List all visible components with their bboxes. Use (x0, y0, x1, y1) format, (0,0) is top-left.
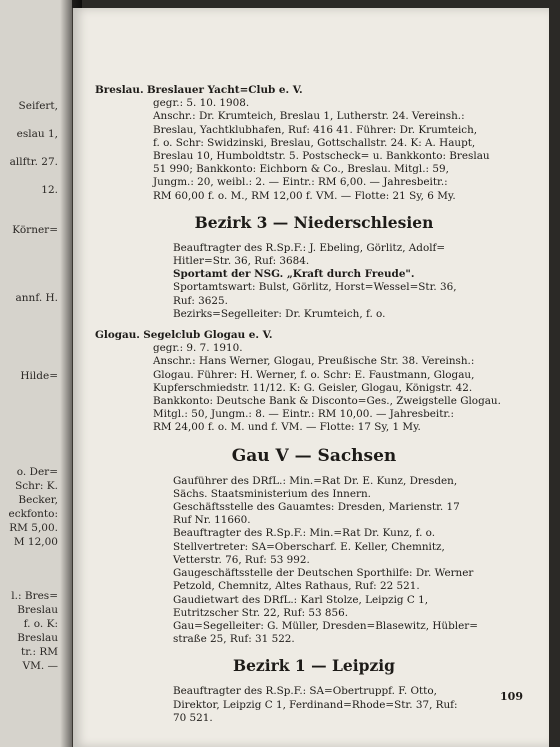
left-page-fragment: RM 5,00. (9, 522, 58, 534)
left-page-fragment: annf. H. (15, 292, 58, 304)
section-bezirk-1 (95, 685, 533, 725)
section-line: Bezirks=Segelleiter: Dr. Krumteich, f. o. (173, 307, 386, 320)
club-entry-breslau (95, 84, 533, 203)
club-entry-glogau (95, 329, 533, 435)
entry-founded: gegr.: 9. 7. 1910. (153, 342, 243, 355)
section-heading-bezirk-1: Bezirk 1 — Leipzig (232, 656, 396, 676)
left-page-fragment: Körner= (12, 224, 58, 236)
section-line: 70 521. (173, 711, 213, 724)
entry-line: Mitgl.: 50, Jungm.: 8. — Eintr.: RM 10,00. — Jahresbeitr.: (153, 408, 455, 421)
section-line: Hitler=Str. 36, Ruf: 3684. (173, 255, 310, 268)
section-line: Beauftragter des R.Sp.F.: J. Ebeling, Görlitz, Adolf= (173, 241, 446, 254)
entry-line: RM 24,00 f. o. M. und f. VM. — Flotte: 17 Sy, 1 My. (153, 421, 421, 434)
page-number: 109 (500, 690, 523, 703)
entry-club-name: Breslauer Yacht=Club e. V. (146, 84, 303, 96)
entry-line: Bankkonto: Deutsche Bank & Disconto=Ges., Zweigstelle Glogau. (153, 395, 501, 408)
entry-club-name: Segelclub Glogau e. V. (143, 329, 273, 342)
entry-line: Breslau, Yachtklubhafen, Ruf: 416 41. Führer: Dr. Krumteich, (153, 123, 478, 136)
left-page-fragment: 12. (41, 184, 58, 196)
entry-line: Kupferschmiedstr. 11/12. K: G. Geisler, Glogau, Königstr. 42. (153, 381, 473, 394)
section-line: Geschäftsstelle des Gauamtes: Dresden, Marienstr. 17 (173, 501, 460, 514)
left-page-fragment: o. Der= (16, 466, 58, 478)
section-line: Gauführer des DRfL.: Min.=Rat Dr. E. Kunz, Dresden, (173, 474, 458, 487)
entry-line: RM 60,00 f. o. M., RM 12,00 f. VM. — Flotte: 21 Sy, 6 My. (153, 189, 456, 202)
section-line: Beauftragter des R.Sp.F.: Min.=Rat Dr. Kunz, f. o. (173, 527, 436, 540)
right-page (72, 8, 549, 747)
entry-line: Jungm.: 20, weibl.: 2. — Eintr.: RM 6,00. — Jahresbeitr.: (153, 176, 448, 189)
entry-place: Glogau. (95, 329, 140, 342)
page-content (95, 84, 533, 725)
left-page-fragment: Seifert, (18, 100, 58, 112)
section-line: Direktor, Leipzig C 1, Ferdinand=Rhode=Str. 37, Ruf: (173, 698, 458, 711)
left-page-fragment: allftr. 27. (9, 156, 58, 168)
entry-line: Breslau 10, Humboldtstr. 5. Postscheck= u. Bankkonto: Breslau (153, 150, 490, 163)
left-page-fragment: Breslau (17, 632, 58, 644)
entry-place: Breslau. (95, 84, 144, 96)
left-page-fragment: tr.: RM (21, 646, 58, 658)
section-heading-gau-5: Gau V — Sachsen (231, 445, 397, 466)
left-page-fragment: l.: Bres= (11, 590, 58, 602)
section-line: straße 25, Ruf: 31 522. (173, 633, 295, 646)
left-page-fragment: VM. — (22, 660, 58, 672)
section-line: Stellvertreter: SA=Oberscharf. E. Keller, Chemnitz, (173, 540, 445, 553)
left-page-fragment: eslau 1, (16, 128, 58, 140)
left-page-fragment: Hilde= (20, 370, 58, 382)
section-gau-5 (95, 475, 533, 647)
section-line: Sportamt der NSG. „Kraft durch Freude". (173, 268, 415, 281)
section-bezirk-3 (95, 242, 533, 321)
section-line: Gaudietwart des DRfL.: Karl Stolze, Leipzig C 1, (173, 593, 429, 606)
section-line: Gaugeschäftsstelle der Deutschen Sporthilfe: Dr. Werner (173, 567, 474, 580)
left-page-fragment: M 12,00 (13, 536, 58, 548)
section-heading-bezirk-3: Bezirk 3 — Niederschlesien (194, 212, 434, 232)
section-line: Sportamtswart: Bulst, Görlitz, Horst=Wessel=Str. 36, (173, 281, 457, 294)
section-line: Gau=Segelleiter: G. Müller, Dresden=Blasewitz, Hübler= (173, 619, 478, 632)
entry-line: Glogau. Führer: H. Werner, f. o. Schr: E. Faustmann, Glogau, (153, 368, 475, 381)
section-line: Eutritzscher Str. 22, Ruf: 53 856. (173, 606, 349, 619)
entry-founded: gegr.: 5. 10. 1908. (153, 97, 250, 110)
section-line: Ruf Nr. 11660. (173, 514, 251, 527)
left-page-fragment: eckfonto: (8, 508, 58, 520)
section-line: Sächs. Staatsministerium des Innern. (173, 487, 371, 500)
entry-line: f. o. Schr: Swidzinski, Breslau, Gottschallstr. 24. K: A. Haupt, (153, 136, 476, 149)
section-line: Beauftragter des R.Sp.F.: SA=Obertruppf. F. Otto, (173, 685, 437, 698)
left-page-fragment: Schr: K. (15, 480, 58, 492)
entry-line: Anschr.: Dr. Krumteich, Breslau 1, Lutherstr. 24. Vereinsh.: (153, 110, 465, 123)
section-line: Ruf: 3625. (173, 294, 228, 307)
section-line: Petzold, Chemnitz, Altes Rathaus, Ruf: 22 521. (173, 580, 420, 593)
section-line: Vetterstr. 76, Ruf: 53 992. (173, 553, 310, 566)
entry-line: 51 990; Bankkonto: Eichborn & Co., Breslau. Mitgl.: 59, (153, 163, 449, 176)
left-page-fragment: Becker, (18, 494, 58, 506)
left-page-fragment: Breslau (17, 604, 58, 616)
entry-line: Anschr.: Hans Werner, Glogau, Preußische Str. 38. Vereinsh.: (153, 355, 475, 368)
left-page-fragment: f. o. K: (23, 618, 58, 630)
